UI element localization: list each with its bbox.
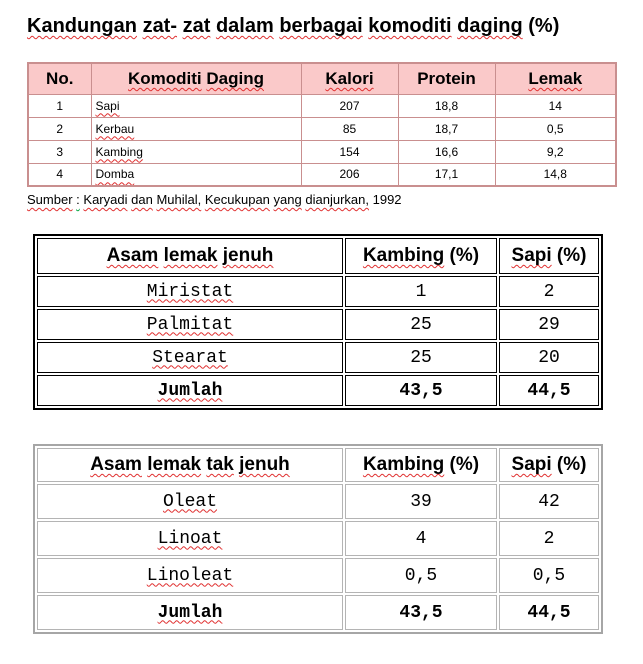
header-sapi-pct <box>499 448 599 482</box>
word: Daging <box>206 68 264 88</box>
page-title <box>27 13 643 39</box>
word: Linoleat <box>146 565 234 586</box>
cell-sapi: 44,5 <box>499 375 599 406</box>
cell-lemak: 14,8 <box>495 163 616 186</box>
word: Kerbau <box>95 121 135 136</box>
word: : <box>76 192 80 207</box>
word: (%) <box>449 454 480 475</box>
word: dalam <box>215 15 274 37</box>
word: Protein <box>417 68 476 88</box>
table-header-row <box>37 238 599 274</box>
table-total-row <box>37 595 599 630</box>
table-header-row <box>28 63 616 94</box>
word: Palmitat <box>146 314 234 335</box>
cell-label <box>37 521 343 556</box>
table-row <box>37 309 599 340</box>
cell-sapi: 2 <box>499 276 599 307</box>
table-row <box>37 484 599 519</box>
word: Sapi <box>511 454 552 475</box>
word: (%) <box>556 245 587 266</box>
cell-protein: 18,8 <box>398 94 495 117</box>
cell-no: 2 <box>28 117 91 140</box>
word: lemak <box>163 245 218 266</box>
word: Kalori <box>325 68 374 88</box>
cell-label <box>37 595 343 630</box>
word: Asam <box>106 245 159 266</box>
table-header-row <box>37 448 599 482</box>
cell-sapi: 0,5 <box>499 558 599 593</box>
table-total-row <box>37 375 599 406</box>
cell-komoditi <box>91 94 301 117</box>
word: berbagai <box>279 15 363 37</box>
word: Karyadi <box>83 192 128 207</box>
word: komoditi <box>368 15 452 37</box>
cell-label <box>37 342 343 373</box>
cell-label <box>37 558 343 593</box>
table-row <box>28 94 616 117</box>
cell-sapi: 2 <box>499 521 599 556</box>
word: tak <box>206 454 234 475</box>
cell-kambing: 25 <box>345 309 497 340</box>
word: daging <box>457 15 523 37</box>
cell-sapi: 20 <box>499 342 599 373</box>
word: Lemak <box>528 68 583 88</box>
word: Kandungan <box>27 15 137 37</box>
asam-lemak-tak-jenuh-table <box>33 444 603 634</box>
cell-komoditi <box>91 140 301 163</box>
word: zat- <box>142 15 178 37</box>
word: Kambing <box>362 245 445 266</box>
header-komoditi-daging <box>91 63 301 94</box>
header-sapi-pct <box>499 238 599 274</box>
cell-sapi: 42 <box>499 484 599 519</box>
word: Sapi <box>95 98 120 113</box>
cell-label <box>37 484 343 519</box>
cell-protein: 18,7 <box>398 117 495 140</box>
header-no <box>28 63 91 94</box>
cell-komoditi <box>91 163 301 186</box>
cell-kambing: 39 <box>345 484 497 519</box>
word: Linoat <box>157 528 223 549</box>
word: dianjurkan, <box>305 192 369 207</box>
cell-label <box>37 276 343 307</box>
table-row <box>28 163 616 186</box>
cell-lemak: 0,5 <box>495 117 616 140</box>
word: lemak <box>147 454 202 475</box>
header-asam-lemak-tak-jenuh <box>37 448 343 482</box>
cell-protein: 17,1 <box>398 163 495 186</box>
word: Oleat <box>162 491 217 512</box>
cell-kambing: 43,5 <box>345 375 497 406</box>
word: Stearat <box>152 347 228 368</box>
cell-sapi: 29 <box>499 309 599 340</box>
cell-kambing: 25 <box>345 342 497 373</box>
word: Asam <box>90 454 142 475</box>
cell-kambing: 43,5 <box>345 595 497 630</box>
word: Domba <box>95 167 135 182</box>
word: No. <box>46 68 74 88</box>
table-row <box>37 521 599 556</box>
word: (%) <box>528 15 560 37</box>
word: Kambing <box>95 144 143 159</box>
word: dan <box>131 192 153 207</box>
header-asam-lemak-jenuh <box>37 238 343 274</box>
word: Sapi <box>511 245 552 266</box>
word: Kecukupan <box>204 192 270 207</box>
word: Jumlah <box>157 602 223 623</box>
word: (%) <box>556 454 587 475</box>
cell-kambing: 0,5 <box>345 558 497 593</box>
word: 1992 <box>372 192 402 207</box>
cell-kambing: 4 <box>345 521 497 556</box>
cell-no: 4 <box>28 163 91 186</box>
header-kambing-pct <box>345 238 497 274</box>
cell-kambing: 1 <box>345 276 497 307</box>
cell-lemak: 14 <box>495 94 616 117</box>
asam-lemak-jenuh-table <box>33 234 603 410</box>
header-protein <box>398 63 495 94</box>
table-row <box>37 276 599 307</box>
word: Jumlah <box>157 380 223 401</box>
cell-label <box>37 309 343 340</box>
word: zat <box>182 15 211 37</box>
cell-lemak: 9,2 <box>495 140 616 163</box>
word: Muhilal, <box>156 192 202 207</box>
cell-sapi: 44,5 <box>499 595 599 630</box>
word: Komoditi <box>128 68 202 88</box>
header-kambing-pct <box>345 448 497 482</box>
cell-no: 3 <box>28 140 91 163</box>
word: jenuh <box>222 245 274 266</box>
cell-kalori: 206 <box>301 163 398 186</box>
cell-protein: 16,6 <box>398 140 495 163</box>
source-note <box>27 191 643 208</box>
cell-kalori: 154 <box>301 140 398 163</box>
word: (%) <box>449 245 480 266</box>
table-row <box>37 342 599 373</box>
word: Sumber <box>27 192 73 207</box>
cell-label <box>37 375 343 406</box>
document-page <box>0 13 643 664</box>
word: jenuh <box>239 454 290 475</box>
word: Kambing <box>362 454 445 475</box>
cell-kalori: 85 <box>301 117 398 140</box>
table-row <box>28 140 616 163</box>
cell-no: 1 <box>28 94 91 117</box>
header-lemak <box>495 63 616 94</box>
komoditi-daging-table <box>27 62 617 187</box>
cell-komoditi <box>91 117 301 140</box>
table-row <box>28 117 616 140</box>
word: Miristat <box>146 281 234 302</box>
table-row <box>37 558 599 593</box>
header-kalori <box>301 63 398 94</box>
word: yang <box>273 192 302 207</box>
cell-kalori: 207 <box>301 94 398 117</box>
